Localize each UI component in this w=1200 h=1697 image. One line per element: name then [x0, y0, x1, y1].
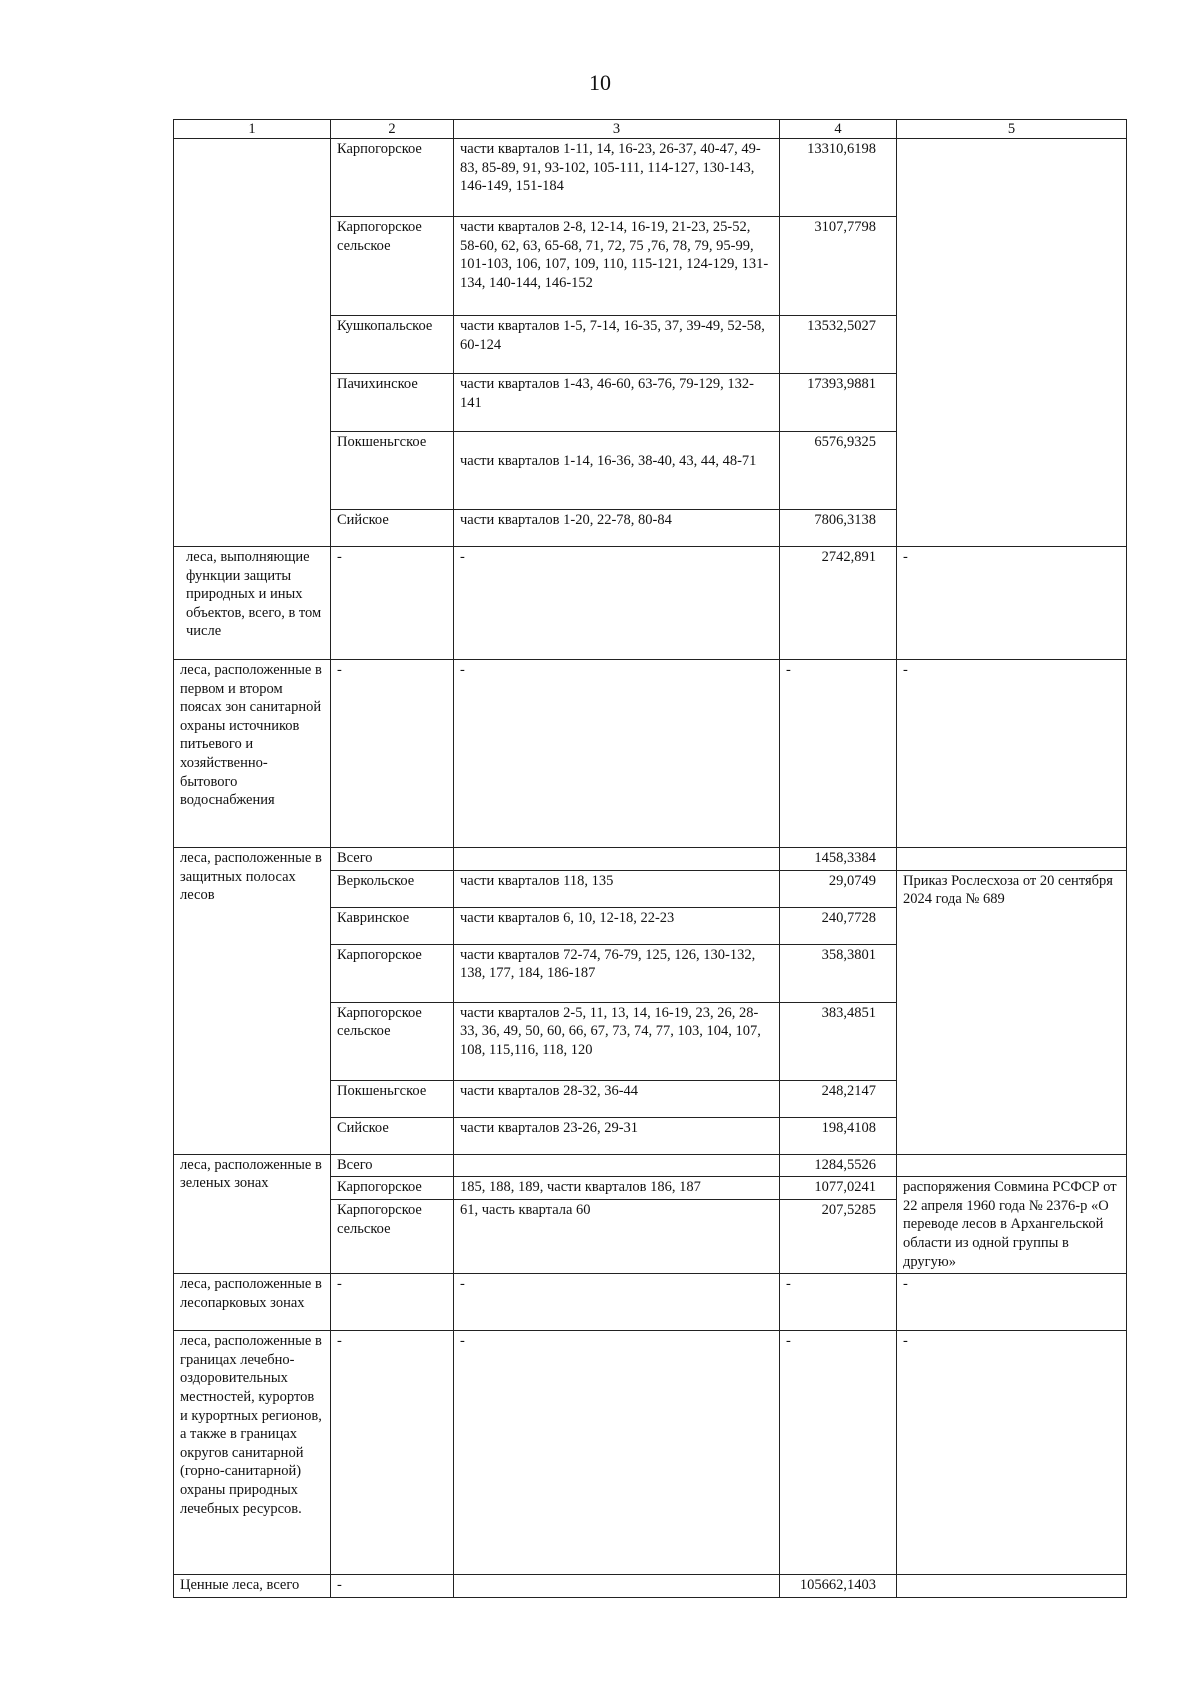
category-cell: леса, расположенные в первом и втором поясах зон санитарной охраны источников питьевого и хозяйственно-бытового водоснабжения	[174, 660, 331, 848]
district-cell: -	[331, 1331, 454, 1575]
category-cell: леса, расположенные в лесопарковых зонах	[174, 1274, 331, 1331]
header-cell: 3	[454, 120, 780, 139]
table-row	[174, 1274, 1127, 1331]
doc-cell: -	[897, 1331, 1127, 1575]
district-cell: Кушкопальское	[331, 316, 454, 374]
header-cell: 5	[897, 120, 1127, 139]
quarters-cell: -	[454, 660, 780, 848]
area-cell: 13532,5027	[780, 316, 897, 374]
doc-cell-empty	[897, 1154, 1127, 1177]
table-row	[174, 1575, 1127, 1598]
district-cell: Карпогорское сельское	[331, 1002, 454, 1080]
area-cell: 13310,6198	[780, 139, 897, 217]
district-cell: Веркольское	[331, 870, 454, 907]
area-cell: 207,5285	[780, 1200, 897, 1274]
header-cell: 4	[780, 120, 897, 139]
quarters-cell	[454, 1575, 780, 1598]
category-cell: леса, выполняющие функции защиты природных и иных объектов, всего, в том числе	[174, 547, 331, 660]
quarters-cell: части кварталов 23-26, 29-31	[454, 1117, 780, 1154]
header-cell: 2	[331, 120, 454, 139]
header-cell: 1	[174, 120, 331, 139]
doc-cell: -	[897, 547, 1127, 660]
quarters-cell: части кварталов 118, 135	[454, 870, 780, 907]
forest-table	[173, 119, 1127, 1598]
area-cell: 383,4851	[780, 1002, 897, 1080]
district-cell: Карпогорское сельское	[331, 217, 454, 316]
area-cell: 240,7728	[780, 907, 897, 944]
category-cell: леса, расположенные в защитных полосах лесов	[174, 848, 331, 1155]
doc-cell: -	[897, 1274, 1127, 1331]
doc-cell-empty	[897, 848, 1127, 871]
quarters-cell: части кварталов 2-5, 11, 13, 14, 16-19, 23, 26, 28-33, 36, 49, 50, 60, 66, 67, 73, 74, 77, 103, 104, 107, 108, 115,116, 118, 120	[454, 1002, 780, 1080]
district-cell: -	[331, 1575, 454, 1598]
category-cell: Ценные леса, всего	[174, 1575, 331, 1598]
quarters-cell: части кварталов 6, 10, 12-18, 22-23	[454, 907, 780, 944]
district-cell: Сийское	[331, 510, 454, 547]
category-cell: леса, расположенные в границах лечебно-оздоровительных местностей, курортов и курортных регионов, а также в границах округов санитарной (горно-санитарной) охраны природных лечебных ресурсов.	[174, 1331, 331, 1575]
doc-cell-empty	[897, 139, 1127, 547]
quarters-cell: части кварталов 1-11, 14, 16-23, 26-37, 40-47, 49-83, 85-89, 91, 93-102, 105-111, 114-127, 130-143, 146-149, 151-184	[454, 139, 780, 217]
area-cell: -	[780, 1331, 897, 1575]
header-row	[174, 120, 1127, 139]
district-cell: Карпогорское	[331, 139, 454, 217]
district-cell: Покшеньгское	[331, 1080, 454, 1117]
quarters-cell: части кварталов 72-74, 76-79, 125, 126, 130-132, 138, 177, 184, 186-187	[454, 944, 780, 1002]
quarters-cell: -	[454, 1274, 780, 1331]
area-cell: 17393,9881	[780, 374, 897, 432]
district-cell: Пачихинское	[331, 374, 454, 432]
table-row	[174, 848, 1127, 871]
district-cell: Всего	[331, 848, 454, 871]
district-cell: Карпогорское сельское	[331, 1200, 454, 1274]
area-cell: -	[780, 660, 897, 848]
area-cell: 248,2147	[780, 1080, 897, 1117]
quarters-cell-empty	[454, 1154, 780, 1177]
quarters-cell: части кварталов 2-8, 12-14, 16-19, 21-23, 25-52, 58-60, 62, 63, 65-68, 71, 72, 75 ,76, 78, 79, 95-99, 101-103, 106, 107, 109, 110, 115-121, 124-129, 131-134, 140-144, 146-152	[454, 217, 780, 316]
district-cell: Сийское	[331, 1117, 454, 1154]
doc-cell: -	[897, 660, 1127, 848]
district-cell: -	[331, 660, 454, 848]
area-cell: 3107,7798	[780, 217, 897, 316]
district-cell: -	[331, 1274, 454, 1331]
table-row	[174, 1331, 1127, 1575]
quarters-cell: части кварталов 28-32, 36-44	[454, 1080, 780, 1117]
area-cell: -	[780, 1274, 897, 1331]
category-cell: леса, расположенные в зеленых зонах	[174, 1154, 331, 1274]
area-cell: 1458,3384	[780, 848, 897, 871]
area-cell: 6576,9325	[780, 432, 897, 510]
quarters-cell-empty	[454, 848, 780, 871]
area-cell: 2742,891	[780, 547, 897, 660]
quarters-cell: 185, 188, 189, части кварталов 186, 187	[454, 1177, 780, 1200]
quarters-cell: части кварталов 1-20, 22-78, 80-84	[454, 510, 780, 547]
district-cell: Карпогорское	[331, 944, 454, 1002]
quarters-cell: 61, часть квартала 60	[454, 1200, 780, 1274]
area-cell: 198,4108	[780, 1117, 897, 1154]
area-cell: 7806,3138	[780, 510, 897, 547]
quarters-cell: части кварталов 1-5, 7-14, 16-35, 37, 39-49, 52-58, 60-124	[454, 316, 780, 374]
area-cell: 1284,5526	[780, 1154, 897, 1177]
doc-cell: Приказ Рослесхоза от 20 сентября 2024 года № 689	[897, 870, 1127, 1154]
district-cell: Всего	[331, 1154, 454, 1177]
quarters-cell: -	[454, 1331, 780, 1575]
area-cell: 29,0749	[780, 870, 897, 907]
district-cell: Карпогорское	[331, 1177, 454, 1200]
doc-cell	[897, 1575, 1127, 1598]
doc-cell: распоряжения Совмина РСФСР от 22 апреля 1960 года № 2376-р «О переводе лесов в Архангельской области из одной группы в другую»	[897, 1177, 1127, 1274]
area-cell: 358,3801	[780, 944, 897, 1002]
table-row	[174, 547, 1127, 660]
table-row	[174, 660, 1127, 848]
quarters-cell: части кварталов 1-43, 46-60, 63-76, 79-129, 132-141	[454, 374, 780, 432]
table-row	[174, 139, 1127, 217]
district-cell: -	[331, 547, 454, 660]
quarters-cell: -	[454, 547, 780, 660]
category-cell-empty	[174, 139, 331, 547]
quarters-cell: части кварталов 1-14, 16-36, 38-40, 43, 44, 48-71	[454, 432, 780, 510]
district-cell: Кавринское	[331, 907, 454, 944]
page-number: 10	[589, 70, 611, 95]
table-row	[174, 1154, 1127, 1177]
area-cell: 1077,0241	[780, 1177, 897, 1200]
area-cell: 105662,1403	[780, 1575, 897, 1598]
district-cell: Покшеньгское	[331, 432, 454, 510]
